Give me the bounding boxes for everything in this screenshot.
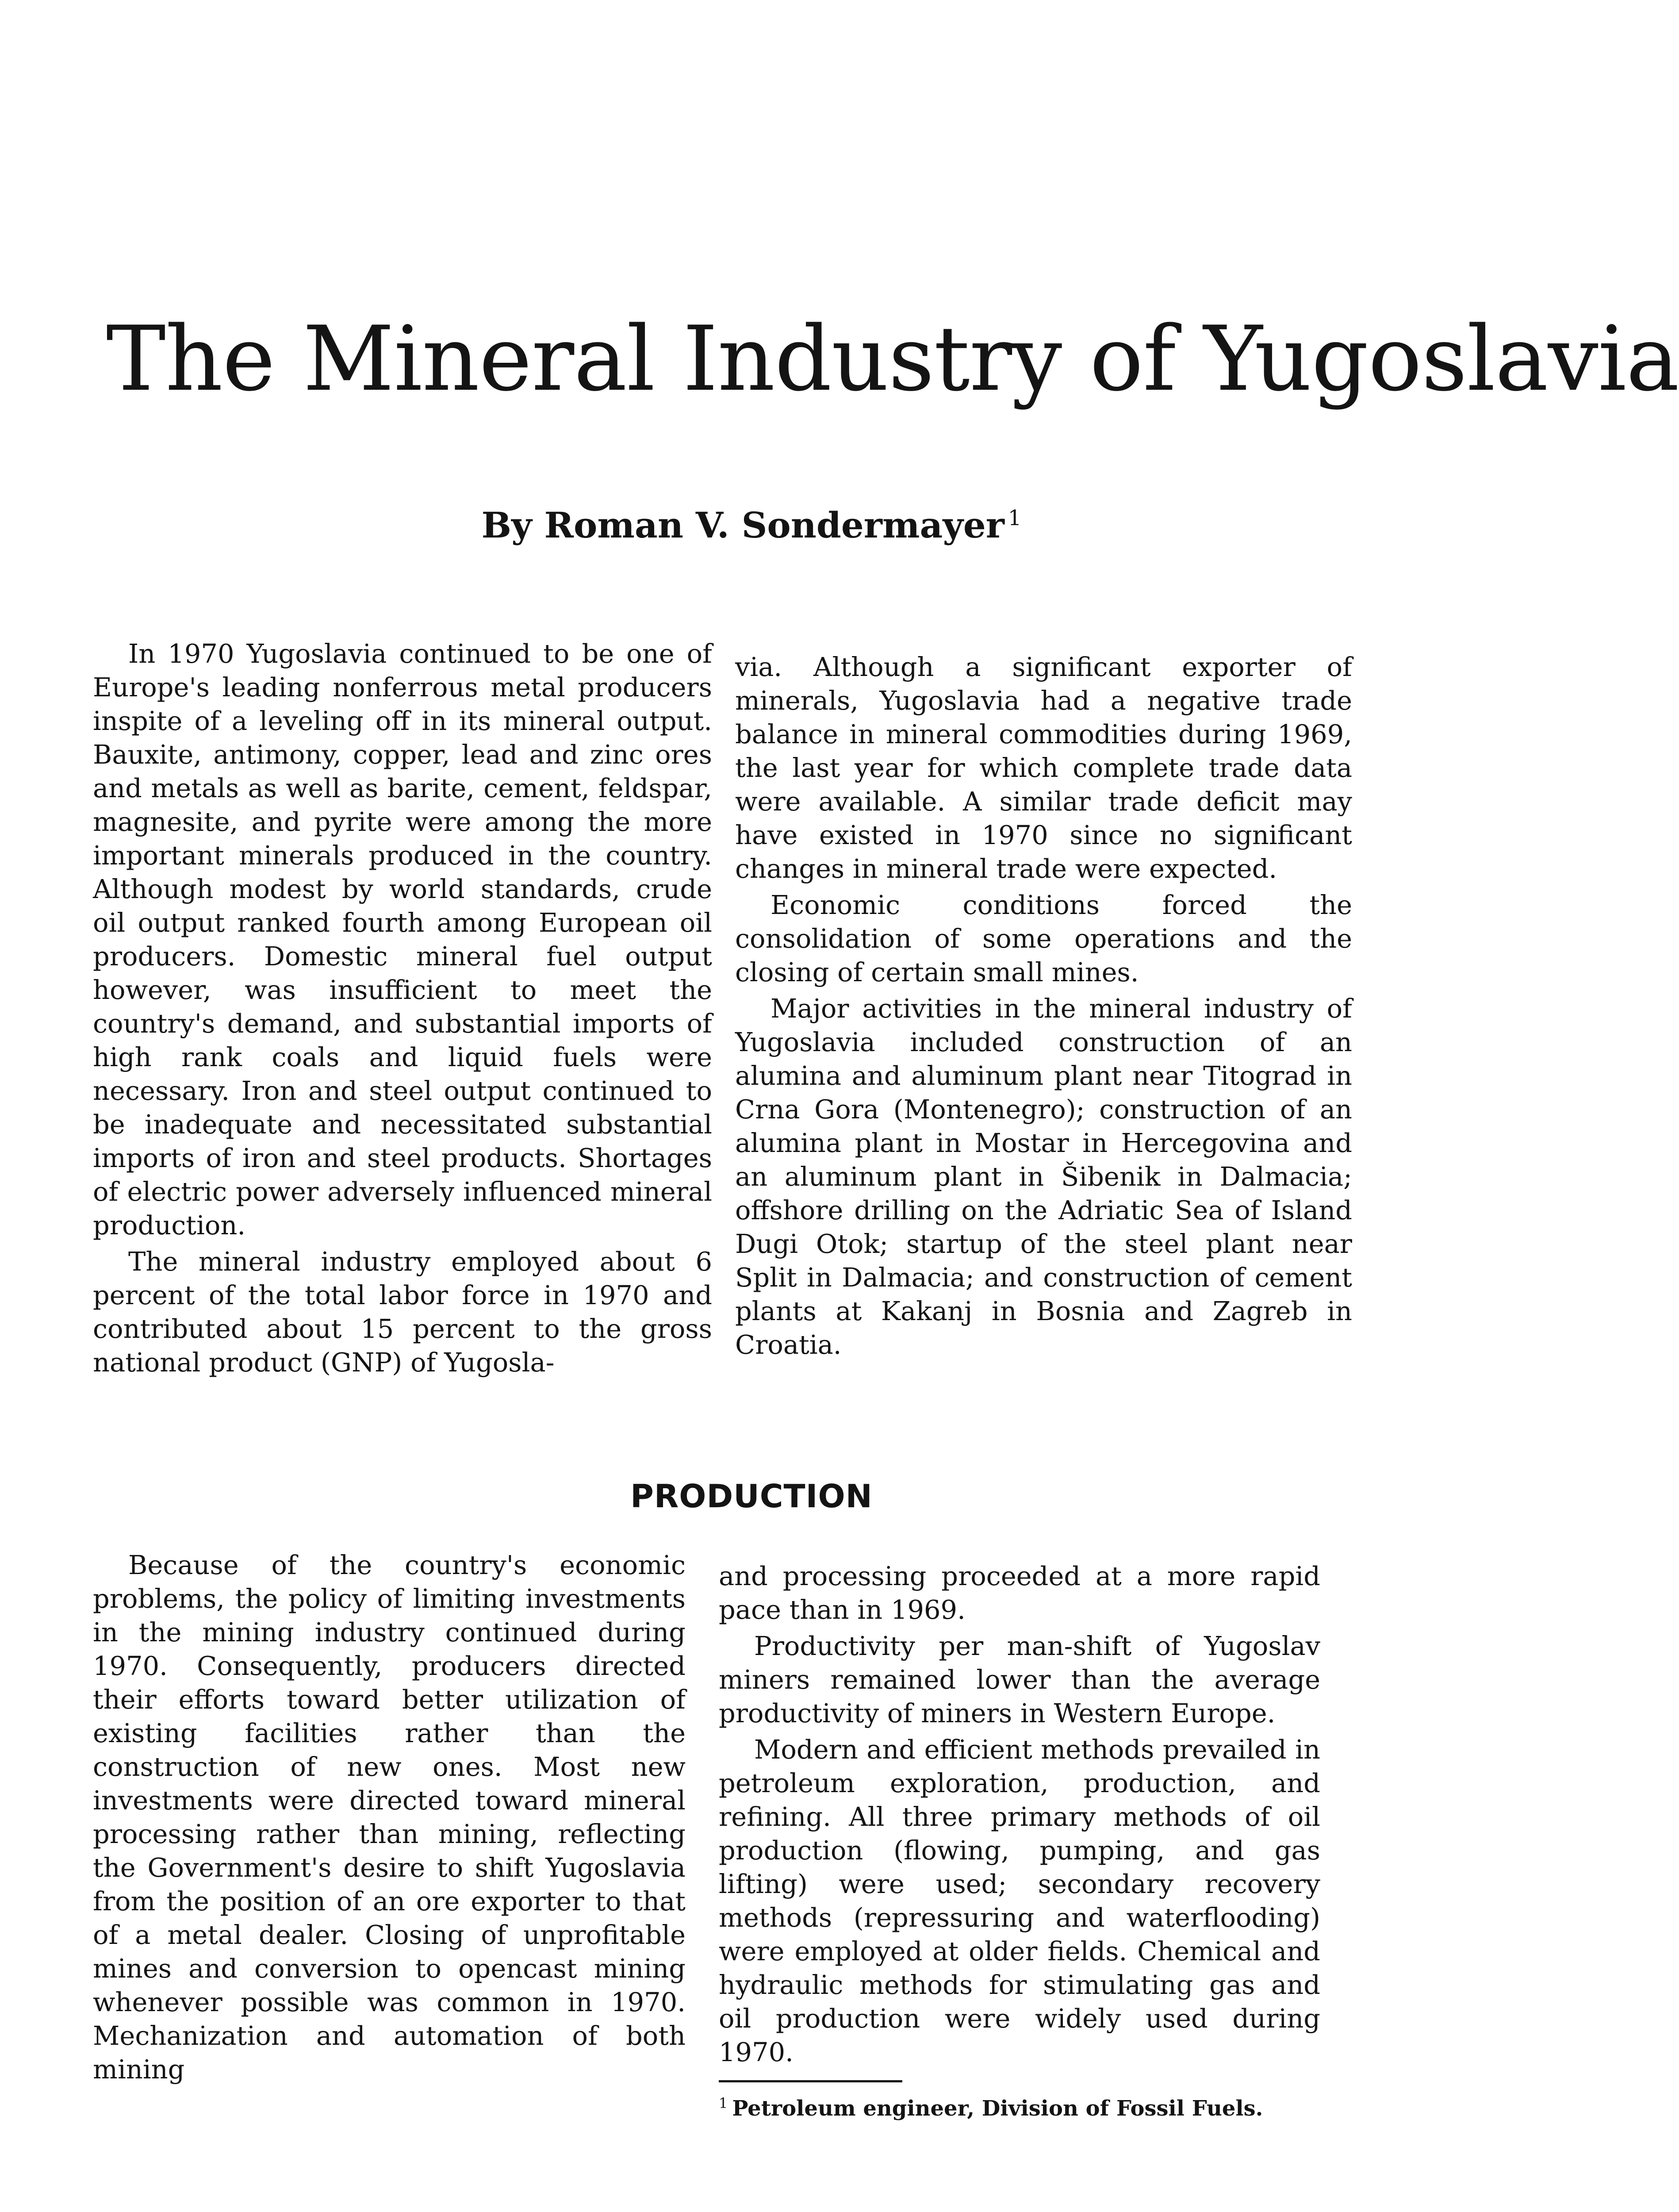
paragraph: The mineral industry employed about 6 percent of the total labor force in 1970 and contributed about 15 percent to the gross national product (GNP) of Yugosla- xyxy=(93,1246,712,1378)
section-heading-production: PRODUCTION xyxy=(630,1478,873,1515)
author-byline xyxy=(0,504,1503,546)
footnote-divider xyxy=(719,2080,902,2082)
intro-column-right xyxy=(735,650,1352,1364)
production-column-left xyxy=(93,1548,686,2089)
paragraph: In 1970 Yugoslavia continued to be one of Europe's leading nonferrous metal producers inspite of a leveling off in its mineral output. Bauxite, antimony, copper, lead and zinc ores and metals as well as barite, cement, feldspar, magnesite, and pyrite were among the more important minerals produced in the country. Although modest by world standards, crude oil output ranked fourth among European oil producers. Domestic mineral fuel output however, was insufficient to meet the country's demand, and substantial imports of high rank coals and liquid fuels were necessary. Iron and steel output continued to be inadequate and necessitated substantial imports of iron and steel products. Shortages of electric power adversely influenced mineral production. xyxy=(93,638,712,1240)
intro-column-left xyxy=(93,637,712,1382)
paragraph-continued: via. Although a significant exporter of minerals, Yugoslavia had a negative trade balance in mineral commodities during 1969, the last year for which complete trade data were available. A similar trade deficit may have existed in 1970 since no significant changes in mineral trade were expected. xyxy=(735,652,1352,884)
footnote-text: Petroleum engineer, Division of Fossil Fuels. xyxy=(732,2096,1263,2121)
paragraph: Because of the country's economic problems, the policy of limiting investments in the mining industry continued during 1970. Consequently, producers directed their efforts toward better utilization of existing facilities rather than the construction of new ones. Most new investments were directed toward mineral processing rather than mining, reflecting the Government's desire to shift Yugoslavia from the position of an ore exporter to that of a metal dealer. Closing of unprofitable mines and conversion to opencast mining whenever possible was common in 1970. Mechanization and automation of both mining xyxy=(93,1550,686,2085)
footnote xyxy=(719,2089,1338,2123)
author-name: By Roman V. Sondermayer xyxy=(481,504,1004,546)
paragraph-continued: and processing proceeded at a more rapid pace than in 1969. xyxy=(719,1561,1320,1625)
footnote-marker: 1 xyxy=(719,2095,728,2112)
page-title: The Mineral Industry of Yugoslavia xyxy=(106,307,1679,411)
paragraph: Modern and efficient methods prevailed in petroleum exploration, production, and refining. All three primary methods of oil production (flowing, pumping, and gas lifting) were used; secondary recovery methods (repressuring and waterflooding) were employed at older fields. Chemical and hydraulic methods for stimulating gas and oil production were widely used during 1970. xyxy=(719,1734,1320,2067)
production-column-right xyxy=(719,1559,1320,2072)
footnote-reference: 1 xyxy=(1008,506,1022,531)
paragraph: Productivity per man-shift of Yugoslav miners remained lower than the average productivity of miners in Western Europe. xyxy=(719,1631,1320,1728)
paragraph: Economic conditions forced the consolidation of some operations and the closing of certain small mines. xyxy=(735,890,1352,987)
paragraph: Major activities in the mineral industry of Yugoslavia included construction of an alumina and aluminum plant near Titograd in Crna Gora (Montenegro); construction of an alumina plant in Mostar in Hercegovina and an aluminum plant in Šibenik in Dalmacia; offshore drilling on the Adriatic Sea of Island Dugi Otok; startup of the steel plant near Split in Dalmacia; and construction of cement plants at Kakanj in Bosnia and Zagreb in Croatia. xyxy=(735,993,1352,1360)
